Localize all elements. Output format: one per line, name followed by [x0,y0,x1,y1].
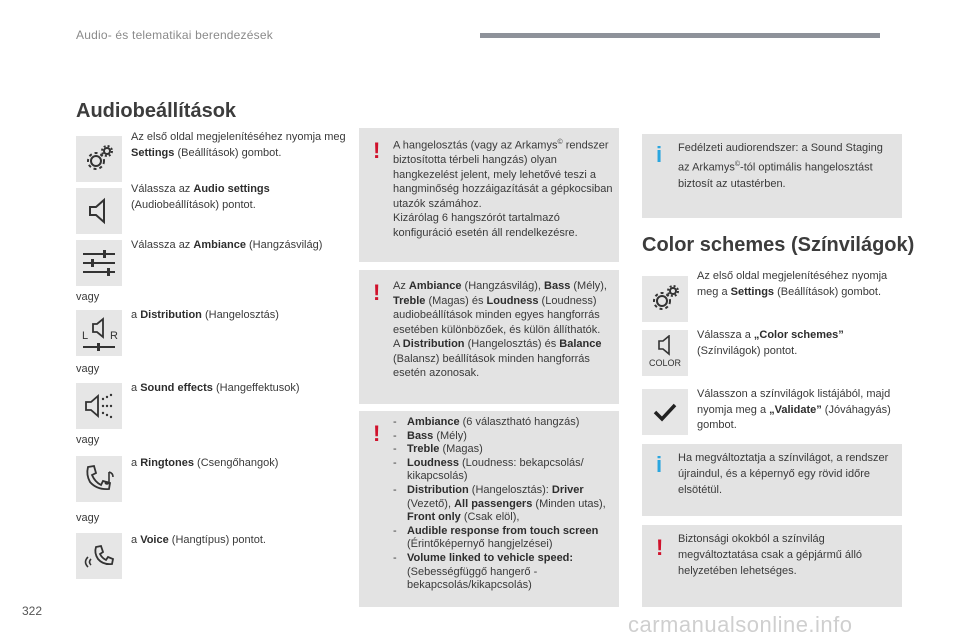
restart-info-note [642,444,902,516]
audio-step-ringtones: a Ringtones (Csengőhangok) [131,457,279,469]
audio-options-list [393,416,613,593]
audio-step-audio-settings: Válassza az Audio settings (Audiobeállítások) pontot. [131,183,270,211]
voice-icon [76,533,122,579]
distribution-speaker-icon [76,310,122,356]
info-icon: i [656,452,663,477]
list-item: - Distribution (Hangelosztás): Driver (Vezető), All passengers (Minden utas), Front only (Csak elöl), [393,484,613,525]
color-label: COLOR [648,358,682,368]
color-schemes-title: Color schemes (Színvilágok) [642,234,915,256]
equalizer-icon [76,240,122,286]
speaker-icon [76,188,122,234]
warning-icon: ! [373,280,381,305]
or-label: vagy [76,434,100,446]
audio-step-voice: a Voice (Hangtípus) pontot. [131,534,266,546]
list-item: - Bass (Mély) [393,430,613,444]
list-item: - Treble (Magas) [393,443,613,457]
warning-icon: ! [656,535,664,560]
restart-note-text: Ha megváltoztatja a színvilágot, a rendszer újraindul, és a képernyő egy rövid időre elsötétül. [678,452,889,496]
arkamys-warning-note [359,128,619,262]
or-label: vagy [76,512,100,524]
list-item: - Ambiance (6 választható hangzás) [393,416,613,430]
header-bar [480,33,880,38]
color-step-schemes: Válassza a „Color schemes” (Színvilágok) pontot. [697,329,844,357]
audio-settings-title: Audiobeállítások [76,100,237,122]
watermark: carmanualsonline.info [628,612,853,637]
or-label: vagy [76,363,100,375]
list-item: - Volume linked to vehicle speed: (Sebességfüggő hangerő - bekapcsolás/kikapcsolás) [393,552,613,593]
warning-icon: ! [373,138,381,163]
ringtone-phone-icon [76,456,122,502]
safety-note-text: Biztonsági okokból a színvilág megváltoztatása csak a gépjármű álló helyzetében lehetséges. [678,533,863,577]
audio-options-list-note [359,411,619,607]
color-step-settings: Az első oldal megjelenítéséhez nyomja meg a Settings (Beállítások) gombot. [697,270,888,298]
audio-step-settings: Az első oldal megjelenítéséhez nyomja meg Settings (Beállítások) gombot. [131,131,346,159]
info-icon: i [656,142,663,167]
safety-warning-note [642,525,902,607]
running-header: Audio- és telematikai berendezések [76,28,273,42]
left-channel-label: L [82,330,89,342]
page-number: 322 [22,604,43,618]
audio-step-sound-effects: a Sound effects (Hangeffektusok) [131,382,300,394]
audio-step-distribution: a Distribution (Hangelosztás) [131,309,279,321]
settings-gear-icon [76,136,122,182]
list-item: - Loudness (Loudness: bekapcsolás/ kikapcsolás) [393,457,613,484]
color-step-validate: Válasszon a színvilágok listájából, majd nyomja meg a „Validate” (Jóváhagyás) gombot. [697,388,891,431]
list-item: - Audible response from touch screen (Érintőképernyő hangjelzései) [393,525,613,552]
sound-staging-info-note [642,134,902,218]
checkmark-icon [642,389,688,435]
ambiance-note-text: Az Ambiance (Hangzásvilág), Bass (Mély), Treble (Magas) és Loudness (Loudness) audiobeállítások minden egyes hangforrás esetében különbözőek, és külön állíthatók. A Distribution (Hangelosztás) és Balance (Balansz) beállítások minden hangforrás esetén azonosak. [393,280,607,379]
color-scheme-icon [642,330,688,376]
warning-icon: ! [373,421,381,446]
right-channel-label: R [110,330,118,342]
ambiance-warning-note [359,270,619,404]
settings-gear-icon [642,276,688,322]
or-label: vagy [76,291,100,303]
sound-effects-icon [76,383,122,429]
arkamys-note-text: A hangelosztás (vagy az Arkamys© rendszer biztosította térbeli hangzás) olyan hangkezelést jelent, mely lehetővé teszi a hangminőség hozzáigazítását a gépkocsiban utazók számához. Kizárólag 6 hangszórót tartalmazó konfiguráció esetén áll rendelkezésre. [393,139,613,239]
audio-step-ambiance: Válassza az Ambiance (Hangzásvilág) [131,239,323,251]
sound-staging-text: Fedélzeti audiorendszer: a Sound Staging az Arkamys©-tól optimális hangelosztást biztosít az utastérben. [678,142,883,190]
